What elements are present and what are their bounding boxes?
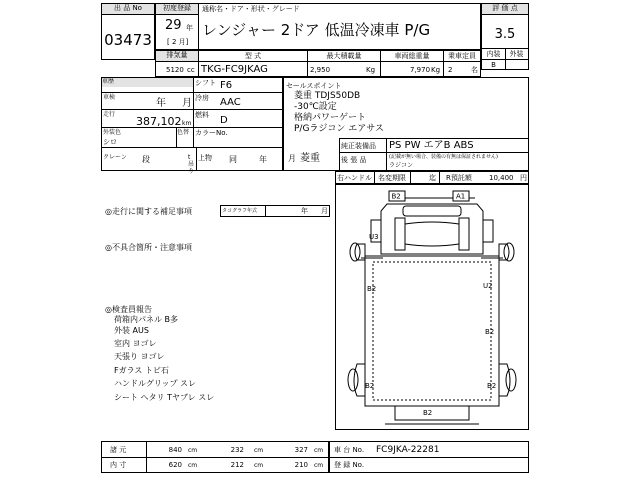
capacity-value: 2 bbox=[448, 66, 453, 74]
sales-points-label: セールスポイント bbox=[286, 82, 342, 90]
capacity-label: 乗車定員 bbox=[448, 52, 476, 60]
inspector-item-1: 荷箱内パネル B多 bbox=[114, 315, 179, 324]
registration-year: 29 bbox=[165, 18, 182, 33]
inspection-year-unit: 年 bbox=[156, 98, 166, 109]
inspector-item-4: 天張り ヨゴレ bbox=[114, 352, 165, 361]
model-header-box bbox=[155, 3, 481, 50]
price-row bbox=[335, 171, 529, 184]
after-parts-item: ラジコン bbox=[389, 162, 414, 169]
recycle-unit: 円 bbox=[520, 174, 527, 182]
inspector-item-3: 室内 ヨゴレ bbox=[114, 339, 157, 348]
dims-width: 232 bbox=[230, 446, 244, 454]
displacement-unit: cc bbox=[187, 66, 195, 74]
exterior-label: 外装 bbox=[509, 50, 524, 58]
inner-unit-2: cm bbox=[254, 462, 264, 469]
damage-mark-b2-front: B2 bbox=[391, 192, 401, 201]
body-label: 車歴 bbox=[102, 78, 194, 87]
registration-month: [ 2 月] bbox=[167, 38, 189, 46]
upper-year-unit: 年 bbox=[259, 155, 267, 164]
dims-height: 327 bbox=[294, 446, 308, 454]
displacement-value: 5120 bbox=[166, 66, 184, 74]
gross-weight-value: 7,970 bbox=[410, 66, 431, 74]
fuel-value: D bbox=[220, 115, 228, 126]
dims-length: 840 bbox=[168, 446, 182, 454]
shift-value: F6 bbox=[220, 80, 233, 91]
upper-same: 同 bbox=[229, 155, 237, 164]
gross-weight-unit: Kg bbox=[431, 66, 441, 74]
fuel-label: 燃料 bbox=[195, 111, 209, 119]
mileage-label: 走行 bbox=[103, 111, 116, 118]
upper-month-unit: 月 bbox=[288, 154, 296, 163]
name-change-unit: 迄 bbox=[429, 174, 436, 182]
inner-unit-3: cm bbox=[314, 462, 324, 469]
color-no-label: カラーNo. bbox=[195, 129, 228, 137]
after-parts-note: (記載が無い場合、装備の有無は保証されません) bbox=[389, 154, 498, 160]
registration-year-unit: 年 bbox=[186, 24, 193, 32]
dims-unit-3: cm bbox=[314, 447, 324, 454]
registration-label: 登 録 No. bbox=[334, 461, 365, 469]
damage-mark-u2-right: U2 bbox=[483, 282, 493, 290]
displacement-label: 排気量 bbox=[156, 51, 199, 62]
dims-unit-1: cm bbox=[188, 447, 198, 454]
max-load-unit: Kg bbox=[366, 66, 376, 74]
dimensions-box bbox=[101, 441, 329, 473]
details-left-box bbox=[101, 77, 283, 175]
upper-label: 上物 bbox=[198, 154, 212, 162]
max-load-value: 2,950 bbox=[310, 66, 331, 74]
mileage-unit: km bbox=[182, 120, 192, 127]
color-change-label: 色替 bbox=[177, 129, 190, 136]
after-parts-label: 後 張 品 bbox=[341, 156, 367, 164]
ac-value: AAC bbox=[220, 97, 241, 108]
inner-length: 620 bbox=[168, 461, 182, 469]
inspection-month-unit: 月 bbox=[182, 98, 192, 109]
shift-label: シフト bbox=[195, 79, 216, 87]
dims-label: 諸 元 bbox=[110, 446, 127, 454]
damage-mark-a1-front: A1 bbox=[456, 192, 466, 201]
score-box bbox=[481, 3, 529, 70]
handle-value: 右ハンドル bbox=[337, 174, 372, 182]
interior-label: 内装 bbox=[486, 50, 501, 58]
upper-maker: 菱重 bbox=[300, 153, 320, 164]
mileage-note-label: ◎走行に関する補足事項 bbox=[105, 207, 192, 216]
options-label: 純正装備品 bbox=[341, 142, 376, 150]
tacho-box bbox=[220, 205, 330, 217]
first-registration-label: 初度登録 bbox=[156, 4, 199, 15]
defects-label: ◎不具合箇所・注意事項 bbox=[105, 243, 192, 252]
chassis-number: FC9JKA-22281 bbox=[376, 445, 440, 455]
damage-mark-b2-left-mid: B2 bbox=[367, 285, 377, 293]
damage-mark-b2-rear: B2 bbox=[423, 409, 433, 417]
crane-label: クレーン bbox=[103, 154, 127, 161]
details-right-box bbox=[283, 77, 529, 171]
inspector-label: ◎検査員報告 bbox=[105, 305, 152, 314]
sales-point-1: 菱重 TDJS50DB bbox=[294, 91, 361, 101]
exterior-color-label: 外装色 bbox=[103, 129, 122, 136]
sales-point-2: -30℃設定 bbox=[294, 102, 337, 112]
tacho-year-unit: 年 bbox=[301, 207, 308, 215]
damage-mark-b2-right-mid: B2 bbox=[485, 328, 495, 336]
inspector-item-7: シート ヘタリ Tヤブレ スレ bbox=[114, 393, 215, 402]
sales-point-3: 格納パワーゲート bbox=[294, 113, 367, 123]
options-value: PS PW エアB ABS bbox=[389, 140, 474, 151]
mileage-value: 387,102 bbox=[136, 115, 182, 128]
name-change-label: 名変期限 bbox=[378, 174, 406, 182]
tacho-label: タコグラフ年式 bbox=[222, 208, 258, 214]
inner-height: 210 bbox=[294, 461, 308, 469]
lot-number-box bbox=[101, 3, 155, 60]
max-load-label: 最大積載量 bbox=[326, 52, 362, 60]
ac-label: 冷房 bbox=[195, 94, 209, 102]
damage-mark-b2-right-rear: B2 bbox=[487, 382, 497, 390]
inspector-item-6: ハンドルグリップ スレ bbox=[114, 379, 197, 388]
tacho-month-unit: 月 bbox=[321, 207, 328, 215]
damage-mark-b2-left-rear: B2 bbox=[365, 382, 375, 390]
inner-width: 212 bbox=[230, 461, 244, 469]
sales-point-4: P/Gラジコン エアサス bbox=[294, 124, 384, 134]
lot-number: 03473 bbox=[104, 31, 152, 49]
exterior-color-value: シロ bbox=[103, 138, 117, 146]
score-value: 3.5 bbox=[494, 27, 516, 42]
gross-weight-label: 車両総重量 bbox=[394, 52, 430, 60]
truck-diagram bbox=[335, 184, 529, 430]
inner-label: 内 寸 bbox=[110, 461, 127, 469]
model-label: 通称名・ドア・形状・グレード bbox=[202, 5, 300, 13]
inspection-label: 車検 bbox=[103, 94, 116, 101]
model-type-label: 型 式 bbox=[244, 52, 262, 60]
inspector-item-5: Fガラス トビ石 bbox=[114, 366, 169, 375]
damage-mark-u3-left: U3 bbox=[369, 233, 379, 241]
inner-unit-1: cm bbox=[188, 462, 198, 469]
lot-number-label: 出 品 No bbox=[102, 4, 154, 15]
dims-unit-2: cm bbox=[254, 447, 264, 454]
score-label: 評 価 点 bbox=[482, 4, 528, 15]
interior-grade: B bbox=[491, 61, 496, 69]
capacity-unit: 名 bbox=[471, 66, 478, 74]
spec-row bbox=[155, 50, 481, 77]
recycle-value: 10,400 bbox=[489, 174, 514, 182]
recycle-label: R預託額 bbox=[446, 174, 472, 182]
crane-unit-a: 段 bbox=[142, 155, 150, 164]
inspector-item-2: 外装 AUS bbox=[114, 326, 149, 335]
crane-unit-b: t吊り bbox=[188, 154, 195, 175]
chassis-box bbox=[329, 441, 529, 473]
chassis-label: 車 台 No. bbox=[334, 446, 365, 454]
model-type-value: TKG-FC9JKAG bbox=[201, 64, 268, 75]
car-name: レンジャー 2ドア 低温冷凍車 P/G bbox=[202, 21, 431, 39]
